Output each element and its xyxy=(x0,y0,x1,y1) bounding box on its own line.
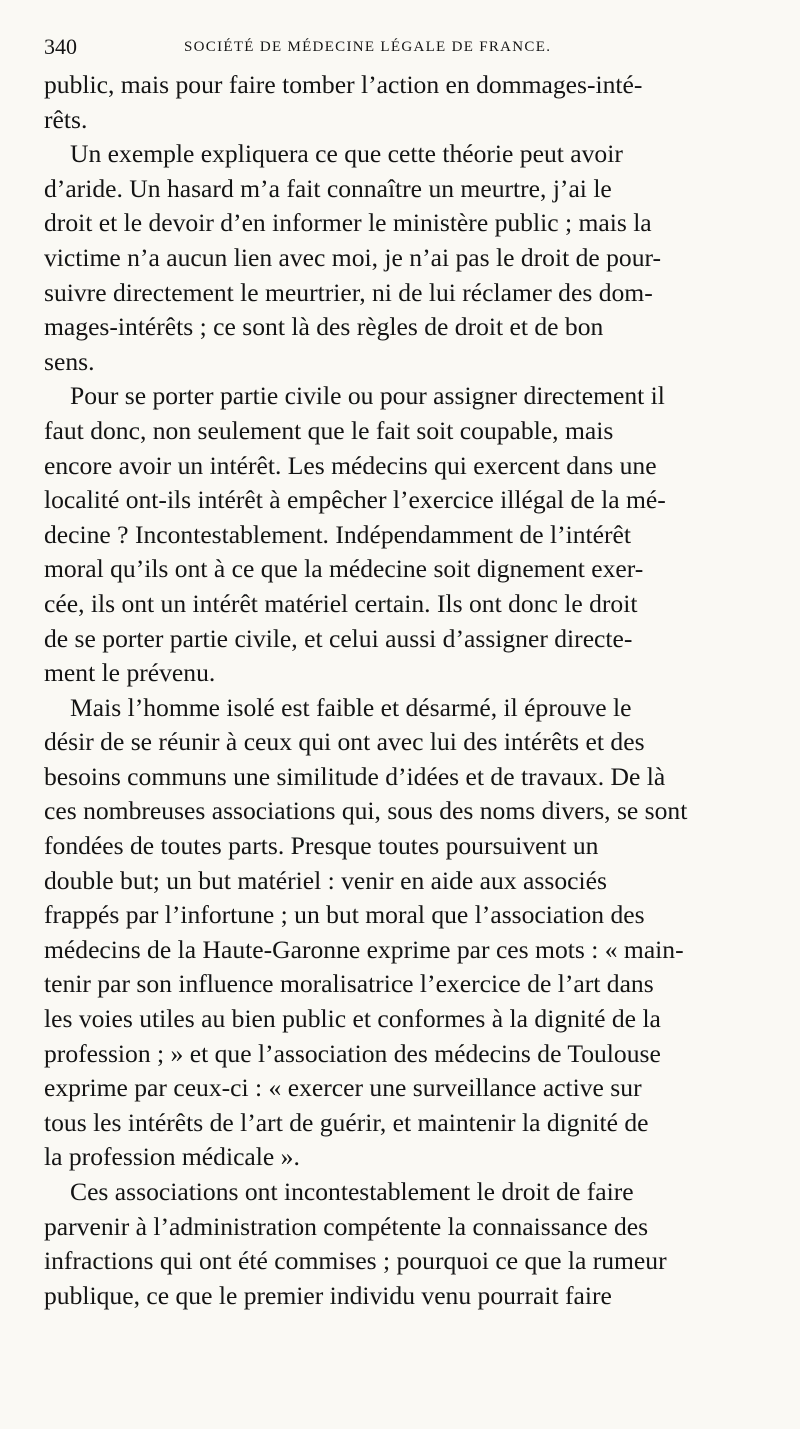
text-line: publique, ce que le premier individu venu pourrait faire xyxy=(44,1280,612,1310)
text-line: public, mais pour faire tomber l’action en dommages-inté- xyxy=(44,70,643,99)
text-line: sens. xyxy=(44,346,95,376)
running-head: SOCIÉTÉ DE MÉDECINE LÉGALE DE FRANCE. xyxy=(184,39,552,55)
text-line: mages-intérêts ; ce sont là des règles de droit et de bon xyxy=(44,312,604,342)
text-line: localité ont-ils intérêt à empêcher l’exercice illégal de la mé- xyxy=(44,485,666,515)
text-line: double but; un but matériel : venir en aide aux associés xyxy=(44,865,607,895)
paragraph-start-line: Ces associations ont incontestablement le droit de faire xyxy=(70,1177,634,1206)
paragraph-start-line: Pour se porter partie civile ou pour assigner directement il xyxy=(70,381,665,411)
text-line: ment le prévenu. xyxy=(44,658,216,688)
text-line: exprime par ceux-ci : « exercer une surveillance active sur xyxy=(44,1073,642,1103)
text-line: parvenir à l’administration compétente la connaissance des xyxy=(44,1211,649,1241)
text-line: moral qu’ils ont à ce que la médecine soit dignement exer- xyxy=(44,554,644,584)
text-line: besoins communs une similitude d’idées et de travaux. De là xyxy=(44,761,666,791)
text-line: ces nombreuses associations qui, sous des noms divers, se sont xyxy=(44,796,688,826)
page-header xyxy=(44,30,754,64)
text-line: cée, ils ont un intérêt matériel certain. Ils ont donc le droit xyxy=(44,588,638,618)
paragraph-start-line: Mais l’homme isolé est faible et désarmé, il éprouve le xyxy=(70,692,632,722)
text-line: faut donc, non seulement que le fait soit coupable, mais xyxy=(44,415,614,445)
text-line: tenir par son influence moralisatrice l’exercice de l’art dans xyxy=(44,969,654,999)
page-number: 340 xyxy=(44,34,77,59)
text-line: droit et le devoir d’en informer le ministère public ; mais la xyxy=(44,208,652,238)
text-line: tous les intérêts de l’art de guérir, et maintenir la dignité de xyxy=(44,1107,649,1137)
text-line: frappés par l’infortune ; un but moral que l’association des xyxy=(44,900,645,930)
text-line: decine ? Incontestablement. Indépendamment de l’intérêt xyxy=(44,519,631,549)
text-line: victime n’a aucun lien avec moi, je n’ai pas le droit de pour- xyxy=(44,242,662,272)
text-line: profession ; » et que l’association des médecins de Toulouse xyxy=(44,1038,661,1068)
text-line: d’aride. Un hasard m’a fait connaître un meurtre, j’ai le xyxy=(44,173,612,203)
text-line: les voies utiles au bien public et conformes à la dignité de la xyxy=(44,1004,661,1034)
paragraph-start-line: Un exemple expliquera ce que cette théorie peut avoir xyxy=(70,139,623,169)
text-line: suivre directement le meurtrier, ni de lui réclamer des dom- xyxy=(44,277,653,307)
text-line: encore avoir un intérêt. Les médecins qui exercent dans une xyxy=(44,450,657,480)
text-line: fondées de toutes parts. Presque toutes poursuivent un xyxy=(44,831,599,861)
text-line: la profession médicale ». xyxy=(44,1142,300,1172)
text-line: médecins de la Haute-Garonne exprime par ces mots : « main- xyxy=(44,934,684,964)
text-line: de se porter partie civile, et celui aussi d’assigner directe- xyxy=(44,623,633,653)
body-text xyxy=(44,68,756,1313)
text-line: infractions qui ont été commises ; pourquoi ce que la rumeur xyxy=(44,1246,667,1276)
text-line: rêts. xyxy=(44,104,88,134)
text-line: désir de se réunir à ceux qui ont avec lui des intérêts et des xyxy=(44,727,645,757)
